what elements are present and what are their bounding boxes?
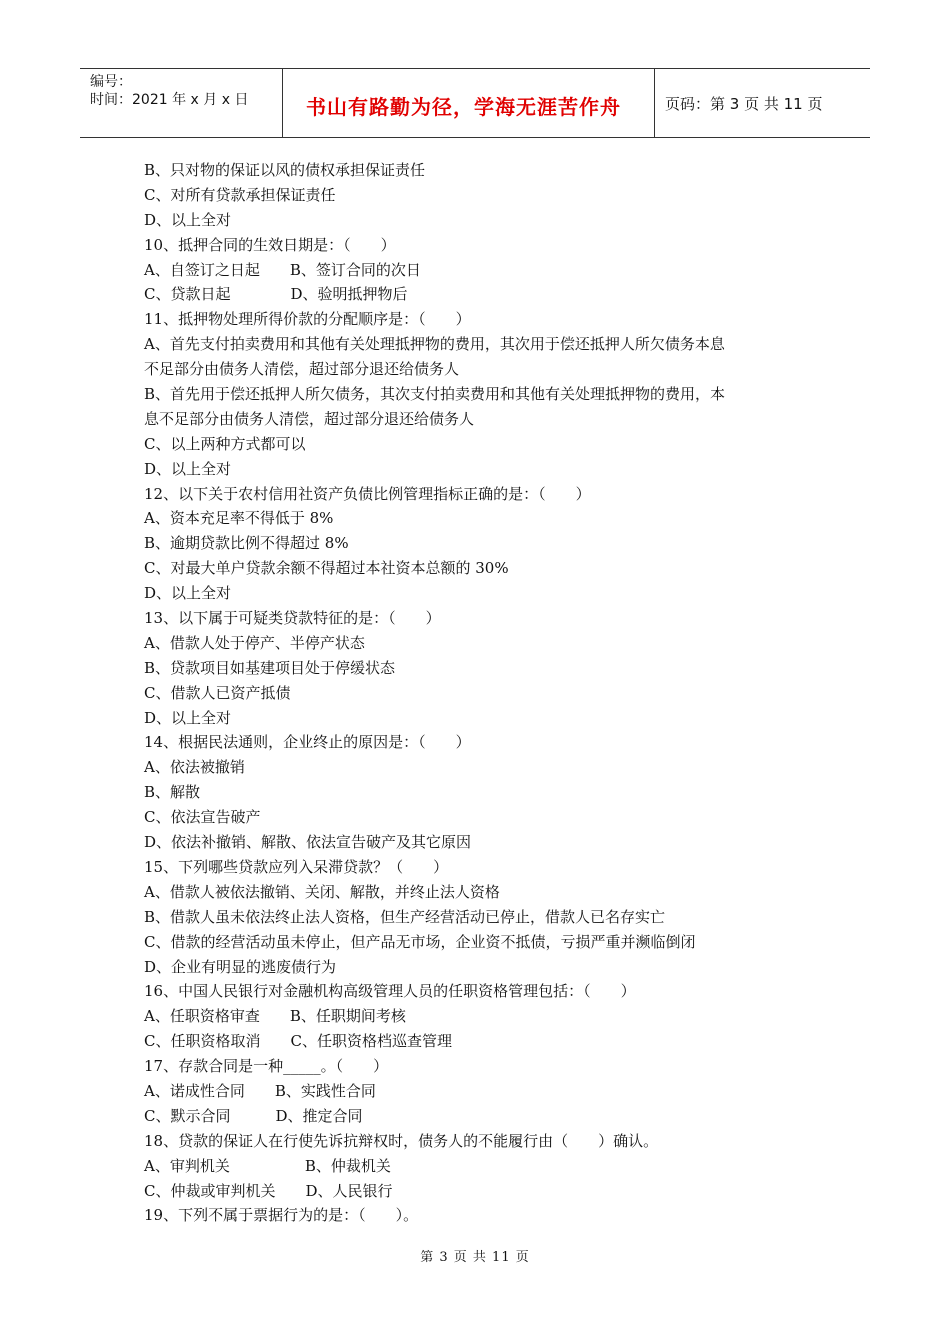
text-line: D、依法补撤销、解散、依法宣告破产及其它原因: [144, 833, 472, 852]
text-line: D、以上全对: [144, 584, 232, 603]
text-line: 13、以下属于可疑类贷款特征的是：（ ）: [144, 609, 441, 628]
text-line: C、对所有贷款承担保证责任: [144, 185, 336, 204]
text-line: C、以上两种方式都可以: [144, 434, 306, 453]
text-line: D、以上全对: [144, 459, 232, 478]
page-header: [80, 68, 870, 138]
text-line: 14、根据民法通则，企业终止的原因是：（ ）: [144, 733, 471, 752]
text-line: B、逾期贷款比例不得超过 8%: [144, 534, 349, 553]
text-line: A、任职资格审查 B、任职期间考核: [144, 1007, 406, 1026]
text-line: B、解散: [144, 783, 201, 802]
number-label: 编号：: [90, 74, 132, 90]
text-line: 16、中国人民银行对金融机构高级管理人员的任职资格管理包括：（ ）: [144, 982, 636, 1001]
page-info: 页码：第 3 页 共 11 页: [665, 95, 823, 113]
text-line: C、默示合同 D、推定合同: [144, 1106, 363, 1125]
text-line: A、借款人处于停产、半停产状态: [144, 633, 365, 652]
text-line: 11、抵押物处理所得价款的分配顺序是：（ ）: [144, 310, 471, 329]
text-line: B、首先用于偿还抵押人所欠债务，其次支付拍卖费用和其他有关处理抵押物的费用，本: [144, 385, 726, 404]
text-line: C、借款的经营活动虽未停止，但产品无市场，企业资不抵债，亏损严重并濒临倒闭: [144, 932, 696, 951]
time-label: 时间：2021 年 x 月 x 日: [90, 92, 249, 108]
text-line: C、任职资格取消 C、任职资格档巡查管理: [144, 1032, 452, 1051]
text-line: 10、抵押合同的生效日期是：（ ）: [144, 235, 396, 254]
text-line: 12、以下关于农村信用社资产负债比例管理指标正确的是：（ ）: [144, 484, 591, 503]
text-line: C、依法宣告破产: [144, 808, 261, 827]
text-line: B、贷款项目如基建项目处于停缓状态: [144, 658, 396, 677]
text-line: D、企业有明显的逃废债行为: [144, 957, 337, 976]
text-line: D、以上全对: [144, 210, 232, 229]
text-line: A、首先支付拍卖费用和其他有关处理抵押物的费用，其次用于偿还抵押人所欠债务本息: [144, 335, 725, 354]
header-meta: [80, 69, 283, 137]
text-line: A、审判机关 B、仲裁机关: [144, 1156, 391, 1175]
text-line: 不足部分由债务人清偿，超过部分退还给债务人: [144, 360, 460, 379]
header-page-cell: [655, 69, 870, 137]
text-line: B、只对物的保证以风的债权承担保证责任: [144, 161, 426, 179]
text-line: 18、贷款的保证人在行使先诉抗辩权时，债务人的不能履行由（ ）确认。: [144, 1131, 659, 1150]
text-line: 息不足部分由债务人清偿，超过部分退还给债务人: [144, 409, 475, 428]
text-line: 19、下列不属于票据行为的是：（ ）。: [144, 1206, 419, 1225]
text-line: C、仲裁或审判机关 D、人民银行: [144, 1181, 393, 1200]
page-footer: 第 3 页 共 11 页: [420, 1250, 530, 1265]
text-line: A、诺成性合同 B、实践性合同: [144, 1081, 376, 1100]
text-line: 15、下列哪些贷款应列入呆滞贷款？（ ）: [144, 857, 449, 876]
text-line: A、依法被撤销: [144, 758, 245, 777]
text-line: D、以上全对: [144, 708, 232, 727]
text-line: A、自签订之日起 B、签订合同的次日: [144, 260, 421, 279]
text-line: A、资本充足率不得低于 8%: [144, 509, 334, 528]
text-line: A、借款人被依法撤销、关闭、解散，并终止法人资格: [144, 882, 500, 901]
text-line: C、贷款日起 D、验明抵押物后: [144, 285, 408, 304]
text-line: B、借款人虽未依法终止法人资格，但生产经营活动已停止，借款人已名存实亡: [144, 907, 666, 926]
text-line: C、借款人已资产抵债: [144, 683, 291, 702]
header-motto-cell: [282, 69, 655, 137]
text-line: C、对最大单户贷款余额不得超过本社资本总额的 30%: [144, 559, 509, 578]
text-line: 17、存款合同是一种_____。（ ）: [144, 1057, 389, 1076]
motto: 书山有路勤为径，学海无涯苦作舟: [306, 95, 621, 119]
document-body: [144, 158, 824, 1228]
